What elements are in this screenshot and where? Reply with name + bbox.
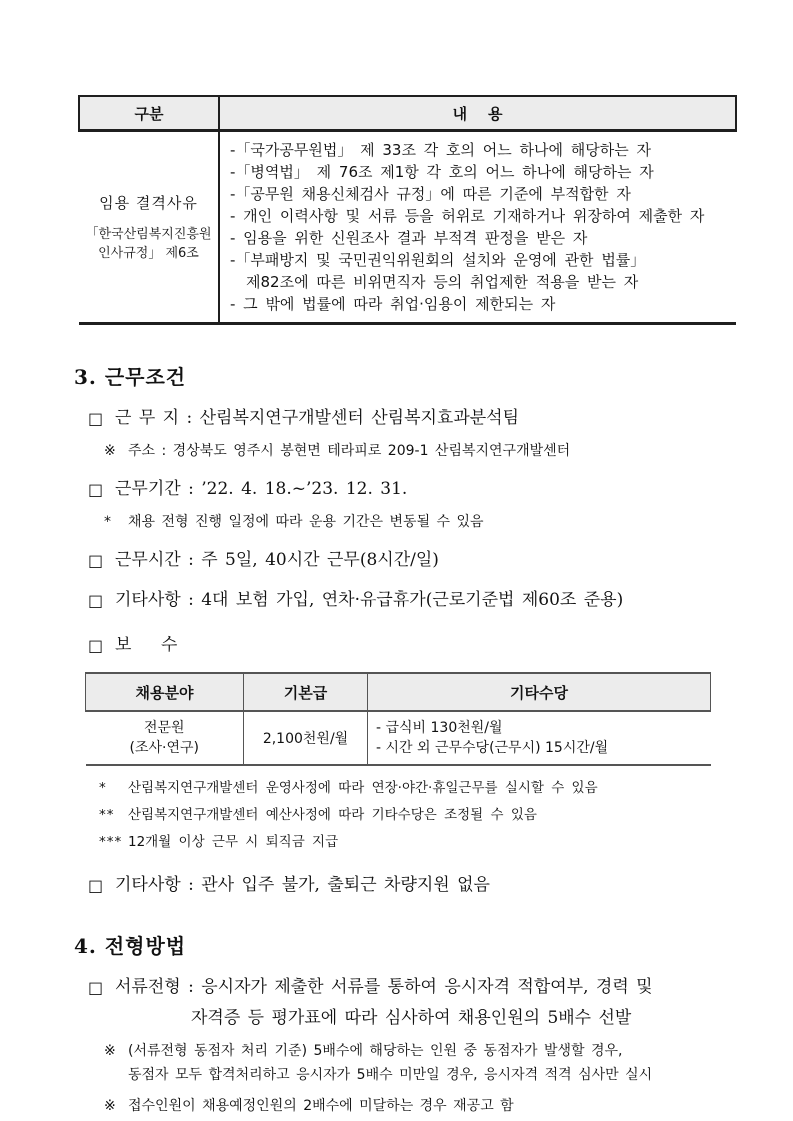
allowance-line2: - 시간 외 근무수당(근무시) 15시간/월 [376,740,609,756]
double-asterisk-marker: ** [99,807,115,823]
pay-footnote-1 [99,779,793,798]
category-sub-line1: 「한국산림복지진흥원 [85,226,212,242]
category-cell [79,131,219,324]
pay-footnote-3-text: 12개월 이상 근무 시 퇴직금 지급 [128,834,339,850]
checkbox-icon: □ [88,409,104,428]
work-period-text: 근무기간 : ’22. 4. 18.~’23. 12. 31. [115,479,408,499]
checkbox-icon: □ [88,551,104,570]
pay-item [88,634,793,657]
reference-mark-icon: ※ [104,443,116,459]
header-recruit-field: 채용분야 [86,673,244,711]
pay-table [85,672,711,766]
document-screening-item [88,976,793,1030]
work-hours-item [88,549,793,572]
tie-breaker-note [104,1041,793,1085]
pay-footnote-2-text: 산림복지연구개발센터 예산사정에 따라 기타수당은 조정될 수 있음 [128,807,537,823]
category-main-label: 임용 결격사유 [99,193,198,212]
checkbox-icon: □ [88,636,104,655]
screening-line1: 서류전형 : 응시자가 제출한 서류를 통하여 응시자격 적합여부, 경력 및 [115,977,653,997]
benefits-item [88,589,793,612]
allowance-cell [368,711,711,765]
work-period-item [88,478,793,501]
content-line: -「병역법」 제 76조 제1항 각 호의 어느 하나에 해당하는 자 [230,163,654,181]
disqualification-table-row [79,131,736,324]
tie-note-line1: (서류전형 동점자 처리 기준) 5배수에 해당하는 인원 중 동점자가 발생할 경우, [128,1043,623,1059]
tie-note-line2: 동점자 모두 합격처리하고 응시자가 5배수 미만일 경우, 응시자격 적격 심사만 실시 [128,1067,653,1083]
pay-footnote-2 [99,806,793,825]
content-line: -「공무원 채용신체검사 규정」에 따른 기준에 부적합한 자 [230,185,631,203]
recruit-field-line2: (조사·연구) [129,740,199,756]
workplace-item [88,407,793,430]
work-period-note-text: 채용 전형 진행 일정에 따라 운용 기간은 변동될 수 있음 [128,514,484,530]
checkbox-icon: □ [88,978,104,997]
asterisk-marker: * [99,780,107,796]
pay-table-row [86,711,711,765]
address-note-text: 주소 : 경상북도 영주시 봉현면 테라피로 209-1 산림복지연구개발센터 [128,443,571,459]
pay-label: 보 수 [115,635,178,655]
recruit-field-line1: 전문원 [143,720,185,736]
category-sub-line2: 인사규정」 제6조 [98,245,199,261]
checkbox-icon: □ [88,876,104,895]
benefits-text: 기타사항 : 4대 보험 가입, 연차·유급휴가(근로기준법 제60조 준용) [115,590,624,610]
content-line: -「부패방지 및 국민권익위원회의 설치와 운영에 관한 법률」 [230,251,646,269]
screening-line2: 자격증 등 평가표에 따라 심사하여 채용인원의 5배수 선발 [191,1008,632,1028]
content-line-continuation: 제82조에 따른 비위면직자 등의 취업제한 적용을 받는 자 [246,273,639,291]
content-line: -「국가공무원법」 제 33조 각 호의 어느 하나에 해당하는 자 [230,141,651,159]
disqualification-table-header-row [79,96,736,131]
reference-mark-icon: ※ [104,1098,116,1114]
content-line: - 임용을 위한 신원조사 결과 부적격 판정을 받은 자 [230,229,588,247]
base-pay-cell: 2,100천원/월 [244,711,368,765]
header-base-pay: 기본급 [244,673,368,711]
work-hours-text: 근무시간 : 주 5일, 40시간 근무(8시간/일) [115,550,439,570]
reference-mark-icon: ※ [104,1043,116,1059]
header-other-allowance: 기타수당 [368,673,711,711]
work-period-note [104,512,793,532]
checkbox-icon: □ [88,591,104,610]
housing-item-text: 기타사항 : 관사 입주 불가, 출퇴근 차량지원 없음 [115,875,490,895]
checkbox-icon: □ [88,480,104,499]
disqualification-table [78,95,737,325]
category-sub-label [79,225,218,263]
section4-title: 4. 전형방법 [74,934,187,958]
content-line: - 그 밖에 법률에 따라 취업·임용이 제한되는 자 [230,295,556,313]
header-content: 내 용 [219,96,736,131]
header-category: 구분 [79,96,219,131]
asterisk-marker: * [104,514,111,530]
section3-title: 3. 근무조건 [74,365,187,389]
pay-footnote-3 [99,833,793,852]
tie-breaker-note-text [128,1041,652,1085]
workplace-text: 근 무 지 : 산림복지연구개발센터 산림복지효과분석팀 [115,408,520,428]
triple-asterisk-marker: *** [99,834,123,850]
recruit-field-cell [86,711,244,765]
pay-footnote-1-text: 산림복지연구개발센터 운영사정에 따라 연장·야간·휴일근무를 실시할 수 있음 [128,780,598,796]
address-note [104,441,793,461]
pay-table-header-row [86,673,711,711]
document-screening-text [115,976,653,1030]
content-cell [219,131,736,324]
allowance-line1: - 급식비 130천원/월 [376,720,503,736]
housing-item [88,874,793,897]
reannouncement-note-text: 접수인원이 채용예정인원의 2배수에 미달하는 경우 재공고 함 [128,1098,514,1114]
reannouncement-note [104,1096,793,1116]
content-line: - 개인 이력사항 및 서류 등을 허위로 기재하거나 위장하여 제출한 자 [230,207,705,225]
